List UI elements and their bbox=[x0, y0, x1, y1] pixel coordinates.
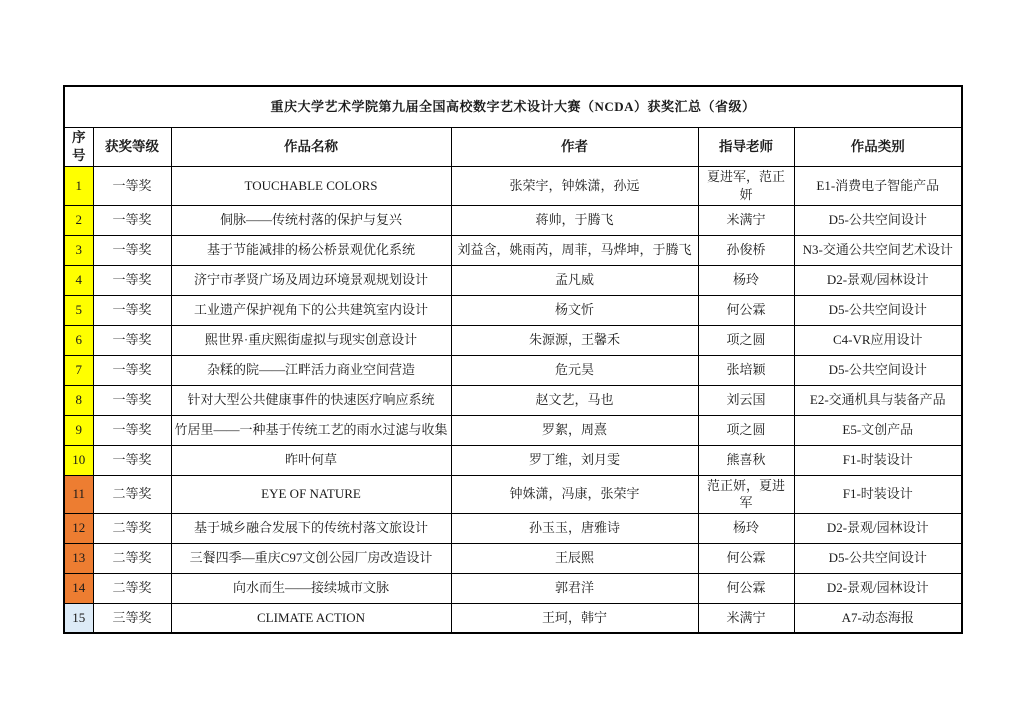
table-row bbox=[64, 205, 962, 235]
award-level-cell: 一等奖 bbox=[93, 415, 171, 445]
advisor-cell: 项之圆 bbox=[698, 325, 794, 355]
award-level-cell: 一等奖 bbox=[93, 167, 171, 205]
award-level-cell: 二等奖 bbox=[93, 573, 171, 603]
category-cell: D5-公共空间设计 bbox=[794, 543, 962, 573]
column-header-authors: 作者 bbox=[451, 128, 698, 167]
work-title-cell: 熙世界·重庆熙街虚拟与现实创意设计 bbox=[171, 325, 451, 355]
table-row bbox=[64, 235, 962, 265]
column-header-no: 序号 bbox=[64, 128, 93, 167]
category-cell: F1-时装设计 bbox=[794, 475, 962, 513]
authors-cell: 王辰熙 bbox=[451, 543, 698, 573]
advisor-cell: 刘云国 bbox=[698, 385, 794, 415]
work-title-cell: 工业遗产保护视角下的公共建筑室内设计 bbox=[171, 295, 451, 325]
table-row bbox=[64, 445, 962, 475]
category-cell: D5-公共空间设计 bbox=[794, 355, 962, 385]
sheet-title: 重庆大学艺术学院第九届全国高校数字艺术设计大赛（NCDA）获奖汇总（省级） bbox=[64, 86, 962, 128]
authors-cell: 朱源源，王馨禾 bbox=[451, 325, 698, 355]
row-number-cell: 3 bbox=[64, 235, 93, 265]
row-number-cell: 7 bbox=[64, 355, 93, 385]
authors-cell: 杨文忻 bbox=[451, 295, 698, 325]
authors-cell: 刘益含，姚雨芮，周菲，马烨坤，于腾飞 bbox=[451, 235, 698, 265]
column-header-level: 获奖等级 bbox=[93, 128, 171, 167]
table-row bbox=[64, 475, 962, 513]
work-title-cell: 侗脉——传统村落的保护与复兴 bbox=[171, 205, 451, 235]
award-level-cell: 一等奖 bbox=[93, 355, 171, 385]
title-row bbox=[64, 86, 962, 128]
work-title-cell: EYE OF NATURE bbox=[171, 475, 451, 513]
category-cell: E2-交通机具与装备产品 bbox=[794, 385, 962, 415]
row-number-cell: 10 bbox=[64, 445, 93, 475]
authors-cell: 孙玉玉，唐雅诗 bbox=[451, 513, 698, 543]
row-number-cell: 9 bbox=[64, 415, 93, 445]
table-body bbox=[64, 167, 962, 633]
award-level-cell: 一等奖 bbox=[93, 265, 171, 295]
category-cell: D5-公共空间设计 bbox=[794, 205, 962, 235]
work-title-cell: 济宁市孝贤广场及周边环境景观规划设计 bbox=[171, 265, 451, 295]
award-level-cell: 一等奖 bbox=[93, 295, 171, 325]
column-header-row bbox=[64, 128, 962, 167]
category-cell: C4-VR应用设计 bbox=[794, 325, 962, 355]
column-header-category: 作品类别 bbox=[794, 128, 962, 167]
work-title-cell: 昨叶何草 bbox=[171, 445, 451, 475]
category-cell: D5-公共空间设计 bbox=[794, 295, 962, 325]
authors-cell: 罗絮，周熹 bbox=[451, 415, 698, 445]
authors-cell: 王珂，韩宁 bbox=[451, 603, 698, 633]
table-row bbox=[64, 265, 962, 295]
work-title-cell: 针对大型公共健康事件的快速医疗响应系统 bbox=[171, 385, 451, 415]
award-level-cell: 一等奖 bbox=[93, 235, 171, 265]
table-row bbox=[64, 325, 962, 355]
work-title-cell: CLIMATE ACTION bbox=[171, 603, 451, 633]
category-cell: D2-景观/园林设计 bbox=[794, 265, 962, 295]
authors-cell: 赵文艺，马也 bbox=[451, 385, 698, 415]
advisor-cell: 米满宁 bbox=[698, 205, 794, 235]
advisor-cell: 张培颖 bbox=[698, 355, 794, 385]
award-level-cell: 二等奖 bbox=[93, 475, 171, 513]
work-title-cell: 基于城乡融合发展下的传统村落文旅设计 bbox=[171, 513, 451, 543]
award-level-cell: 三等奖 bbox=[93, 603, 171, 633]
authors-cell: 罗丁维，刘月雯 bbox=[451, 445, 698, 475]
category-cell: E1-消费电子智能产品 bbox=[794, 167, 962, 205]
work-title-cell: 基于节能减排的杨公桥景观优化系统 bbox=[171, 235, 451, 265]
award-level-cell: 一等奖 bbox=[93, 205, 171, 235]
award-level-cell: 一等奖 bbox=[93, 325, 171, 355]
work-title-cell: TOUCHABLE COLORS bbox=[171, 167, 451, 205]
table-row bbox=[64, 603, 962, 633]
table-row bbox=[64, 513, 962, 543]
advisor-cell: 杨玲 bbox=[698, 265, 794, 295]
work-title-cell: 三餐四季—重庆C97文创公园厂房改造设计 bbox=[171, 543, 451, 573]
award-level-cell: 一等奖 bbox=[93, 445, 171, 475]
award-level-cell: 二等奖 bbox=[93, 513, 171, 543]
row-number-cell: 11 bbox=[64, 475, 93, 513]
advisor-cell: 项之圆 bbox=[698, 415, 794, 445]
column-header-advisor: 指导老师 bbox=[698, 128, 794, 167]
advisor-cell: 何公霖 bbox=[698, 295, 794, 325]
authors-cell: 蒋帅，于腾飞 bbox=[451, 205, 698, 235]
advisor-cell: 何公霖 bbox=[698, 573, 794, 603]
category-cell: E5-文创产品 bbox=[794, 415, 962, 445]
advisor-cell: 杨玲 bbox=[698, 513, 794, 543]
row-number-cell: 12 bbox=[64, 513, 93, 543]
row-number-cell: 2 bbox=[64, 205, 93, 235]
category-cell: N3-交通公共空间艺术设计 bbox=[794, 235, 962, 265]
advisor-cell: 米满宁 bbox=[698, 603, 794, 633]
row-number-cell: 14 bbox=[64, 573, 93, 603]
advisor-cell: 范正妍，夏进军 bbox=[698, 475, 794, 513]
awards-sheet bbox=[63, 85, 961, 634]
advisor-cell: 熊喜秋 bbox=[698, 445, 794, 475]
authors-cell: 郭君洋 bbox=[451, 573, 698, 603]
award-level-cell: 一等奖 bbox=[93, 385, 171, 415]
row-number-cell: 8 bbox=[64, 385, 93, 415]
category-cell: F1-时装设计 bbox=[794, 445, 962, 475]
authors-cell: 孟凡威 bbox=[451, 265, 698, 295]
table-row bbox=[64, 167, 962, 205]
category-cell: A7-动态海报 bbox=[794, 603, 962, 633]
column-header-work: 作品名称 bbox=[171, 128, 451, 167]
advisor-cell: 何公霖 bbox=[698, 543, 794, 573]
table-row bbox=[64, 573, 962, 603]
authors-cell: 钟姝潇，冯康，张荣宇 bbox=[451, 475, 698, 513]
awards-table bbox=[63, 85, 963, 634]
award-level-cell: 二等奖 bbox=[93, 543, 171, 573]
work-title-cell: 向水而生——接续城市文脉 bbox=[171, 573, 451, 603]
authors-cell: 危元昊 bbox=[451, 355, 698, 385]
row-number-cell: 15 bbox=[64, 603, 93, 633]
row-number-cell: 13 bbox=[64, 543, 93, 573]
table-row bbox=[64, 415, 962, 445]
category-cell: D2-景观/园林设计 bbox=[794, 573, 962, 603]
category-cell: D2-景观/园林设计 bbox=[794, 513, 962, 543]
advisor-cell: 夏进军，范正妍 bbox=[698, 167, 794, 205]
work-title-cell: 竹居里——一种基于传统工艺的雨水过滤与收集 bbox=[171, 415, 451, 445]
table-row bbox=[64, 385, 962, 415]
row-number-cell: 6 bbox=[64, 325, 93, 355]
row-number-cell: 5 bbox=[64, 295, 93, 325]
work-title-cell: 杂糅的院——江畔活力商业空间营造 bbox=[171, 355, 451, 385]
table-row bbox=[64, 543, 962, 573]
row-number-cell: 1 bbox=[64, 167, 93, 205]
table-row bbox=[64, 355, 962, 385]
row-number-cell: 4 bbox=[64, 265, 93, 295]
authors-cell: 张荣宇，钟姝潇，孙远 bbox=[451, 167, 698, 205]
table-row bbox=[64, 295, 962, 325]
advisor-cell: 孙俊桥 bbox=[698, 235, 794, 265]
